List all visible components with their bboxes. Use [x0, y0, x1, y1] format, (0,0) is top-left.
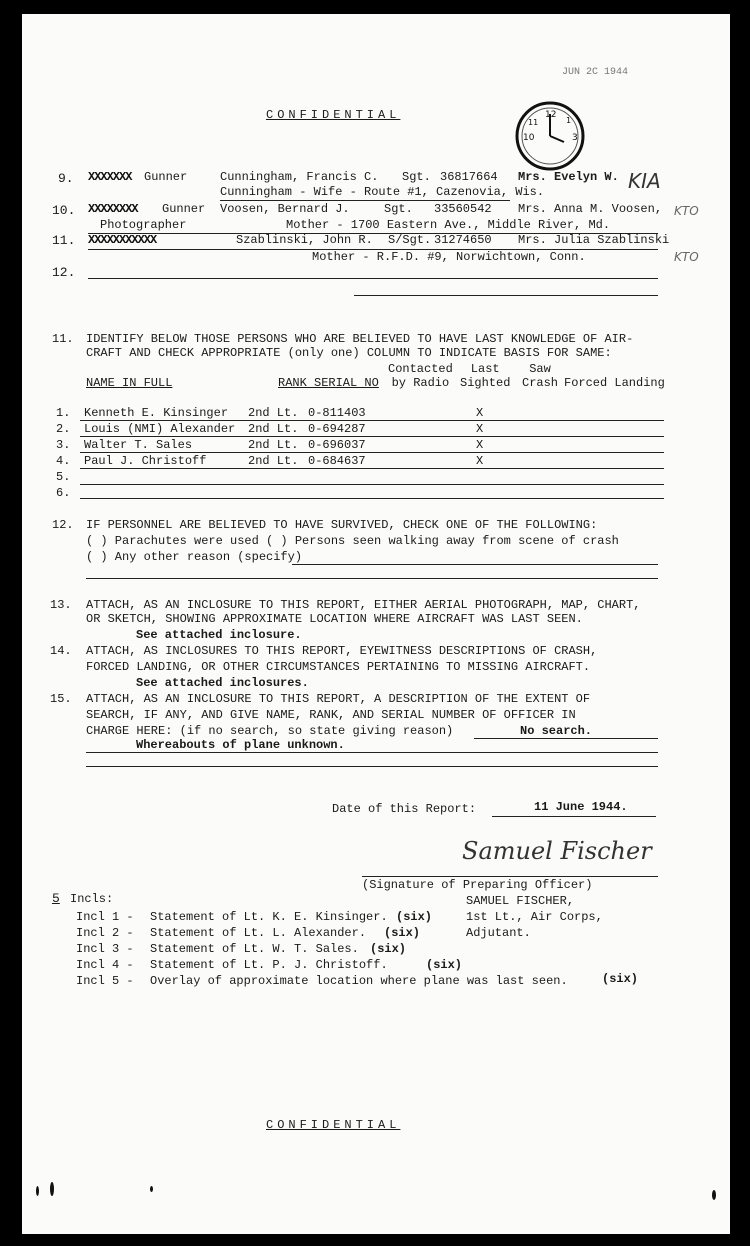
inclosure-label: Incl 3 -: [76, 942, 134, 956]
section-number: 11.: [52, 332, 74, 346]
document-page: [22, 14, 730, 1234]
handwritten-signature: Samuel Fischer: [462, 837, 652, 865]
struck-out-text: XXXXXXXX: [88, 202, 138, 216]
inclosure-text: Statement of Lt. W. T. Sales.: [150, 942, 359, 956]
crew-serial: 36817664: [440, 170, 498, 184]
column-header-crash: Saw Crash: [522, 362, 559, 390]
section-15-answer-2: Whereabouts of plane unknown.: [136, 738, 345, 752]
scan-speck: [712, 1190, 716, 1200]
scan-speck: [150, 1186, 153, 1192]
section-12-line-2: ( ) Parachutes were used ( ) Persons seen walking away from scene of crash: [86, 534, 619, 548]
inclosure-text: Statement of Lt. P. J. Christoff.: [150, 958, 388, 972]
scan-speck: [36, 1186, 39, 1196]
inclosure-text: Statement of Lt. L. Alexander.: [150, 926, 367, 940]
crew-rank: Sgt.: [384, 202, 413, 216]
scan-speck: [50, 1182, 54, 1196]
section-12-line-3: ( ) Any other reason (specify): [86, 550, 303, 564]
inclosure-copies: (six): [370, 942, 407, 956]
section-13-line-1: ATTACH, AS AN INCLOSURE TO THIS REPORT, EITHER AERIAL PHOTOGRAPH, MAP, CHART,: [86, 598, 641, 612]
struck-out-text: XXXXXXXXXXX: [88, 233, 157, 247]
crew-rank: Sgt.: [402, 170, 431, 184]
svg-text:12: 12: [545, 110, 557, 120]
crew-number: 12.: [52, 265, 76, 280]
crew-relative: Mrs. Julia Szablinski: [518, 233, 670, 247]
crew-relative: Mrs. Anna M. Voosen,: [518, 202, 663, 216]
handwritten-status: KIA: [628, 169, 661, 193]
person-serial: 0-694287: [308, 422, 366, 436]
row-number: 5.: [56, 470, 71, 484]
officer-rank: 1st Lt., Air Corps,: [466, 910, 603, 924]
section-13-answer: See attached inclosure.: [136, 628, 302, 642]
svg-text:10: 10: [523, 133, 535, 143]
report-date-label: Date of this Report:: [332, 802, 477, 816]
confidential-header: CONFIDENTIAL: [266, 108, 401, 122]
signature-caption: (Signature of Preparing Officer): [362, 878, 593, 892]
row-number: 3.: [56, 438, 71, 452]
inclosures-label: Incls:: [70, 892, 114, 906]
section-number: 13.: [50, 598, 72, 612]
row-number: 2.: [56, 422, 71, 436]
section-15-answer-1: No search.: [520, 724, 593, 738]
crew-name: Voosen, Bernard J.: [220, 202, 350, 216]
last-sighted-check: X: [476, 438, 484, 452]
crew-name: Cunningham, Francis C.: [220, 170, 379, 184]
person-serial: 0-684637: [308, 454, 366, 468]
handwritten-status: KTO: [674, 250, 699, 264]
person-rank: 2nd Lt.: [248, 438, 299, 452]
crew-position: Gunner: [144, 170, 188, 184]
inclosure-label: Incl 2 -: [76, 926, 134, 940]
confidential-footer: CONFIDENTIAL: [266, 1118, 401, 1132]
crew-name: Szablinski, John R.: [236, 233, 373, 247]
section-15-line-3: CHARGE HERE: (if no search, so state giving reason): [86, 724, 454, 738]
inclosure-label: Incl 4 -: [76, 958, 134, 972]
person-name: Paul J. Christoff: [84, 454, 207, 468]
section-11-line-1: IDENTIFY BELOW THOSE PERSONS WHO ARE BELIEVED TO HAVE LAST KNOWLEDGE OF AIR-: [86, 332, 634, 346]
svg-text:11: 11: [528, 118, 539, 127]
crew-rank: S/Sgt.: [388, 233, 432, 247]
person-name: Louis (NMI) Alexander: [84, 422, 236, 436]
row-number: 6.: [56, 486, 71, 500]
section-number: 12.: [52, 518, 74, 532]
row-number: 1.: [56, 406, 71, 420]
svg-text:3: 3: [572, 133, 578, 143]
column-header-sighted: Last Sighted: [460, 362, 511, 390]
svg-text:1: 1: [566, 116, 572, 125]
inclosure-copies: (six): [384, 926, 421, 940]
last-sighted-check: X: [476, 406, 484, 420]
report-date-value: 11 June 1944.: [534, 800, 628, 814]
section-number: 15.: [50, 692, 72, 706]
struck-out-text: XXXXXXX: [88, 170, 132, 184]
received-date-stamp: JUN 2C 1944: [562, 67, 629, 78]
section-14-line-1: ATTACH, AS INCLOSURES TO THIS REPORT, EYEWITNESS DESCRIPTIONS OF CRASH,: [86, 644, 598, 658]
officer-name: SAMUEL FISCHER,: [466, 894, 575, 908]
crew-address: Mother - R.F.D. #9, Norwichtown, Conn.: [312, 250, 586, 264]
inclosure-label: Incl 5 -: [76, 974, 134, 988]
section-14-answer: See attached inclosures.: [136, 676, 309, 690]
section-15-line-1: ATTACH, AS AN INCLOSURE TO THIS REPORT, A DESCRIPTION OF THE EXTENT OF: [86, 692, 591, 706]
crew-number: 11.: [52, 233, 76, 248]
person-name: Kenneth E. Kinsinger: [84, 406, 229, 420]
column-header-forced-landing: Forced Landing: [564, 376, 665, 390]
inclosure-copies: (six): [602, 972, 639, 986]
section-number: 14.: [50, 644, 72, 658]
row-number: 4.: [56, 454, 71, 468]
section-11-line-2: CRAFT AND CHECK APPROPRIATE (only one) COLUMN TO INDICATE BASIS FOR SAME:: [86, 346, 612, 360]
crew-number: 9.: [58, 171, 74, 186]
person-rank: 2nd Lt.: [248, 406, 299, 420]
crew-address: Mother - 1700 Eastern Ave., Middle River, Md.: [286, 218, 611, 232]
inclosure-count: 5: [52, 891, 60, 906]
column-header-rank-serial: RANK SERIAL NO: [278, 376, 379, 390]
crew-relative: Mrs. Evelyn W.: [518, 170, 619, 184]
crew-serial: 33560542: [434, 202, 492, 216]
inclosure-copies: (six): [426, 958, 463, 972]
clock-stamp-icon: [514, 100, 586, 172]
inclosure-text: Statement of Lt. K. E. Kinsinger.: [150, 910, 388, 924]
crew-number: 10.: [52, 203, 76, 218]
last-sighted-check: X: [476, 422, 484, 436]
inclosure-label: Incl 1 -: [76, 910, 134, 924]
column-header-name: NAME IN FULL: [86, 376, 173, 390]
person-rank: 2nd Lt.: [248, 454, 299, 468]
inclosure-copies: (six): [396, 910, 433, 924]
crew-address: Cunningham - Wife - Route #1, Cazenovia, Wis.: [220, 185, 545, 199]
person-serial: 0-696037: [308, 438, 366, 452]
person-rank: 2nd Lt.: [248, 422, 299, 436]
inclosure-text: Overlay of approximate location where plane was last seen.: [150, 974, 568, 988]
section-12-line-1: IF PERSONNEL ARE BELIEVED TO HAVE SURVIVED, CHECK ONE OF THE FOLLOWING:: [86, 518, 598, 532]
handwritten-status: KTO: [674, 204, 699, 218]
section-13-line-2: OR SKETCH, SHOWING APPROXIMATE LOCATION WHERE AIRCRAFT WAS LAST SEEN.: [86, 612, 583, 626]
crew-position-secondary: Photographer: [100, 218, 187, 232]
column-header-radio: Contacted by Radio: [388, 362, 453, 390]
officer-title: Adjutant.: [466, 926, 531, 940]
section-15-line-2: SEARCH, IF ANY, AND GIVE NAME, RANK, AND SERIAL NUMBER OF OFFICER IN: [86, 708, 576, 722]
section-14-line-2: FORCED LANDING, OR OTHER CIRCUMSTANCES PERTAINING TO MISSING AIRCRAFT.: [86, 660, 591, 674]
crew-position: Gunner: [162, 202, 206, 216]
last-sighted-check: X: [476, 454, 484, 468]
person-serial: 0-811403: [308, 406, 366, 420]
person-name: Walter T. Sales: [84, 438, 193, 452]
crew-serial: 31274650: [434, 233, 492, 247]
